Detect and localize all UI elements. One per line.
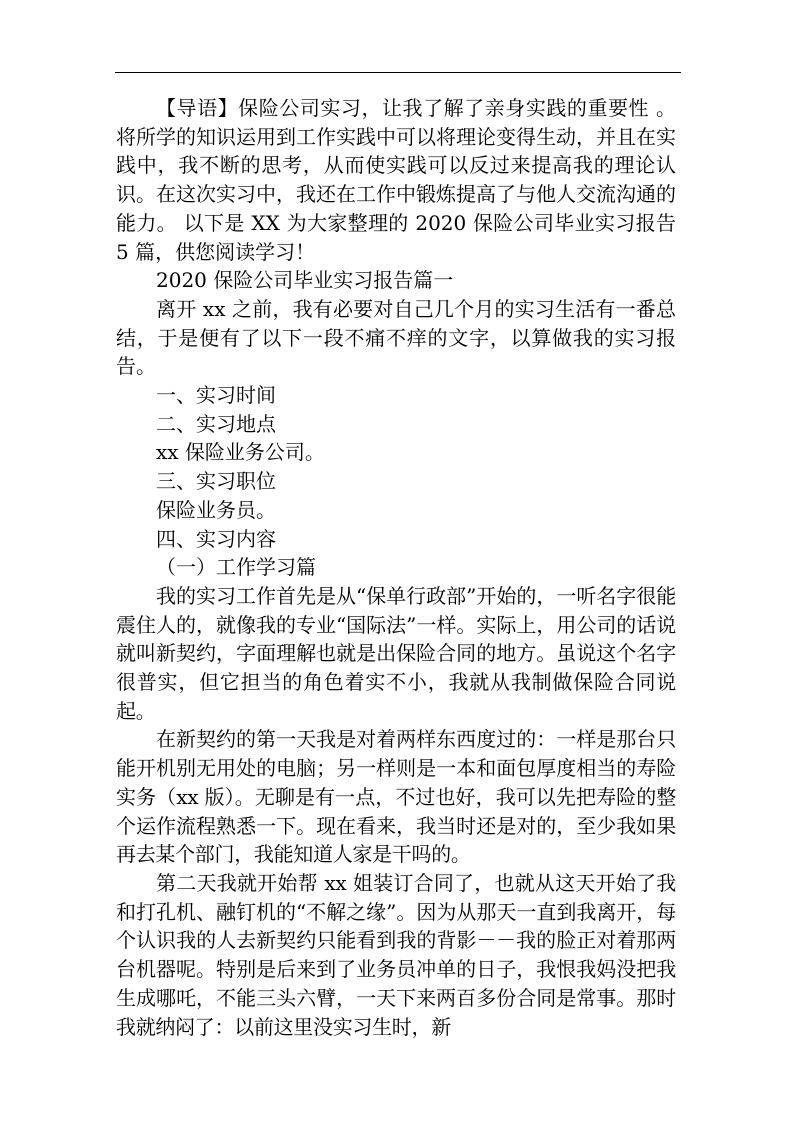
list-item-text: xx 保险业务公司。: [156, 440, 325, 465]
list-item-heading: 二、实习地点: [156, 411, 276, 436]
body-paragraph: 在新契约的第一天我是对着两样东西度过的：一样是那台只能开机别无用处的电脑；另一样则是一本和面包厚度相当的寿险实务（xx 版）。无聊是有一点，不过也好，我可以先把寿险的整个运作流程熟悉一下。现在看来，我当时还是对的，至少我如果再去某个部门，我能知道人家是干吗的。: [116, 727, 676, 867]
list-item-heading: 一、实习时间: [156, 383, 276, 408]
body-paragraph: 离开 xx 之前，我有必要对自己几个月的实习生活有一番总结，于是便有了以下一段不痛不痒的文字，以算做我的实习报告。: [116, 296, 676, 379]
list-item-text: 保险业务员。: [156, 497, 276, 522]
header-rule: [115, 72, 681, 73]
body-paragraph: 第二天我就开始帮 xx 姐装订合同了，也就从这天开始了我和打孔机、融钉机的“不解之缘”。因为从那天一直到我离开，每个认识我的人去新契约只能看到我的背影－－我的脸正对着那两台机器呢。特别是后来到了业务员冲单的日子，我恨我妈没把我生成哪吒，不能三头六臂，一天下来两百多份合同是常事。那时我就纳闷了：以前这里没实习生时，新: [116, 870, 676, 1039]
list-item-heading: 四、实习内容: [156, 526, 276, 551]
intro-paragraph: 【导语】保险公司实习，让我了解了亲身实践的重要性 。将所学的知识运用到工作实践中可以将理论变得生动，并且在实践中，我不断的思考，从而使实践可以反过来提高我的理论认识。在这次实习中，我还在工作中锻炼提高了与他人交流沟通的能力。 以下是 XX 为大家整理的 2020 保险公司毕业实习报告 5 篇，供您阅读学习！: [116, 96, 676, 264]
section-heading: 2020 保险公司毕业实习报告篇一: [156, 268, 454, 293]
body-paragraph: 我的实习工作首先是从“保单行政部”开始的，一听名字很能震住人的，就像我的专业“国际法”一样。实际上，用公司的话说就叫新契约，字面理解也就是出保险合同的地方。虽说这个名字很普实，但它担当的角色着实不小，我就从我制做保险合同说起。: [116, 583, 676, 723]
subsection-heading: （一）工作学习篇: [156, 555, 316, 580]
document-body: [116, 94, 676, 1041]
list-item-heading: 三、实习职位: [156, 469, 276, 494]
